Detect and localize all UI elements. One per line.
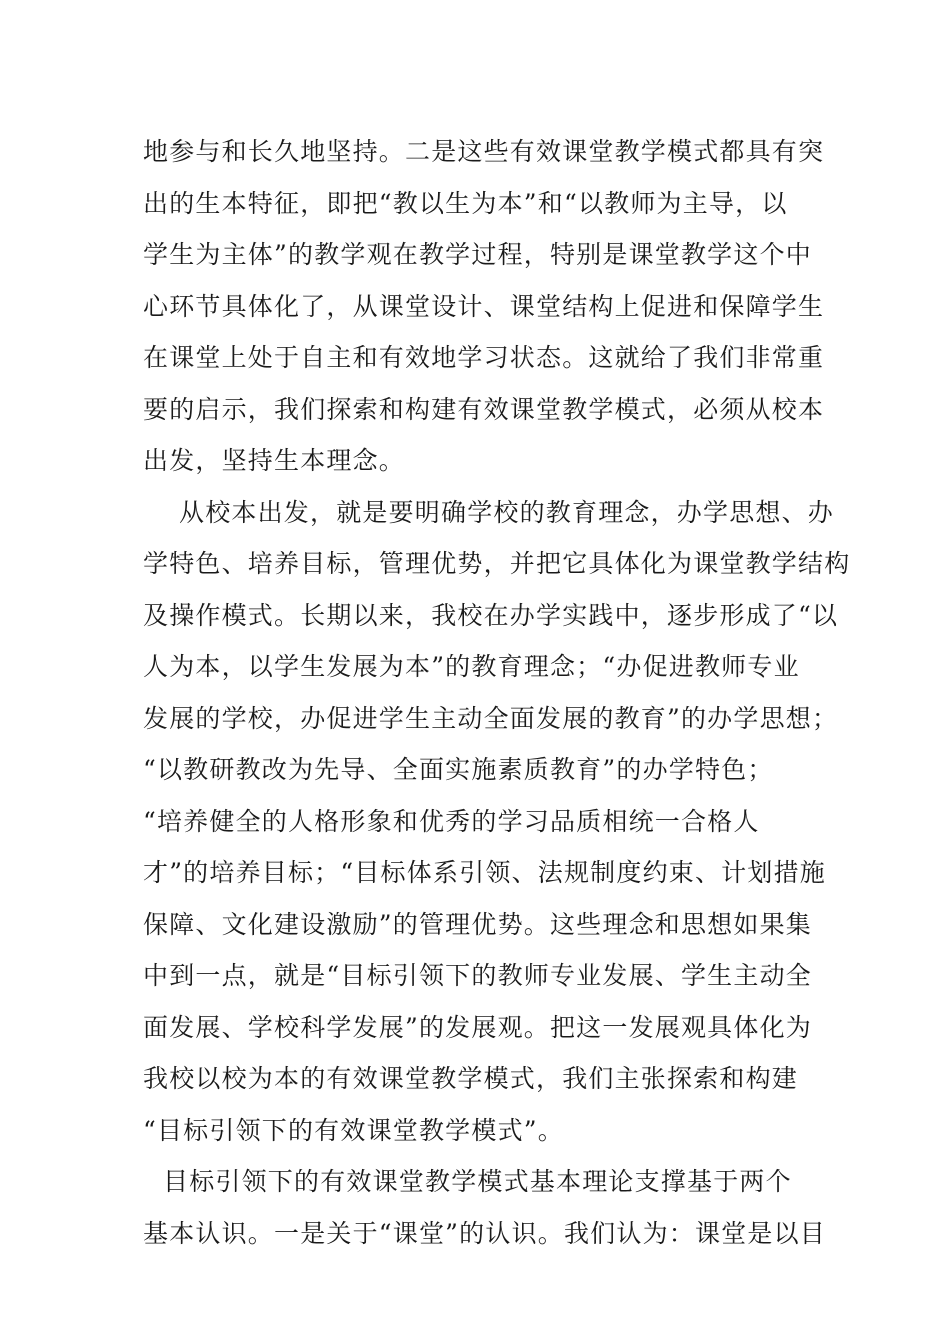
text-line: 才”的培养目标；“目标体系引领、法规制度约束、计划措施 (143, 858, 826, 887)
text-line: 要的启示，我们探索和构建有效课堂教学模式，必须从校本 (143, 394, 825, 424)
document-body (143, 126, 851, 1259)
text-line: 在课堂上处于自主和有效地学习状态。这就给了我们非常重 (143, 343, 825, 372)
text-line: “以教研教改为先导、全面实施素质教育”的办学特色； (143, 755, 774, 784)
paragraph-3 (143, 1156, 826, 1259)
text-line: 出发，坚持生本理念。 (143, 446, 406, 475)
text-line: “培养健全的人格形象和优秀的学习品质相统一合格人 (143, 806, 760, 836)
text-line: 出的生本特征，即把“教以生为本”和“以教师为主导，以 (143, 188, 788, 218)
paragraph-1 (143, 126, 825, 487)
text-line: 地参与和长久地坚持。二是这些有效课堂教学模式都具有突 (143, 137, 825, 166)
text-line: 中到一点，就是“目标引领下的教师专业发展、学生主动全 (143, 961, 812, 990)
text-line: 从校本出发，就是要明确学校的教育理念，办学思想、办 (179, 497, 835, 527)
text-line: 心环节具体化了，从课堂设计、课堂结构上促进和保障学生 (143, 291, 825, 321)
text-line: 发展的学校，办促进学生主动全面发展的教育”的办学思想； (143, 703, 839, 733)
text-line: 学生为主体”的教学观在教学过程，特别是课堂教学这个中 (143, 240, 812, 269)
paragraph-2 (143, 487, 851, 1157)
text-line: “目标引领下的有效课堂教学模式”。 (143, 1115, 564, 1145)
text-line: 及操作模式。长期以来，我校在办学实践中，逐步形成了“以 (143, 600, 839, 630)
text-line: 人为本，以学生发展为本”的教育理念；“办促进教师专业 (143, 652, 800, 681)
text-line: 目标引领下的有效课堂教学模式基本理论支撑基于两个 (163, 1167, 792, 1196)
text-line: 面发展、学校科学发展”的发展观。把这一发展观具体化为 (143, 1012, 812, 1042)
text-line: 我校以校为本的有效课堂教学模式，我们主张探索和构建 (143, 1064, 799, 1093)
text-line: 学特色、培养目标，管理优势，并把它具体化为课堂教学结构 (143, 549, 851, 578)
text-line: 保障、文化建设激励”的管理优势。这些理念和思想如果集 (143, 909, 812, 939)
text-line: 基本认识。一是关于“课堂”的认识。我们认为：课堂是以目 (143, 1218, 826, 1248)
